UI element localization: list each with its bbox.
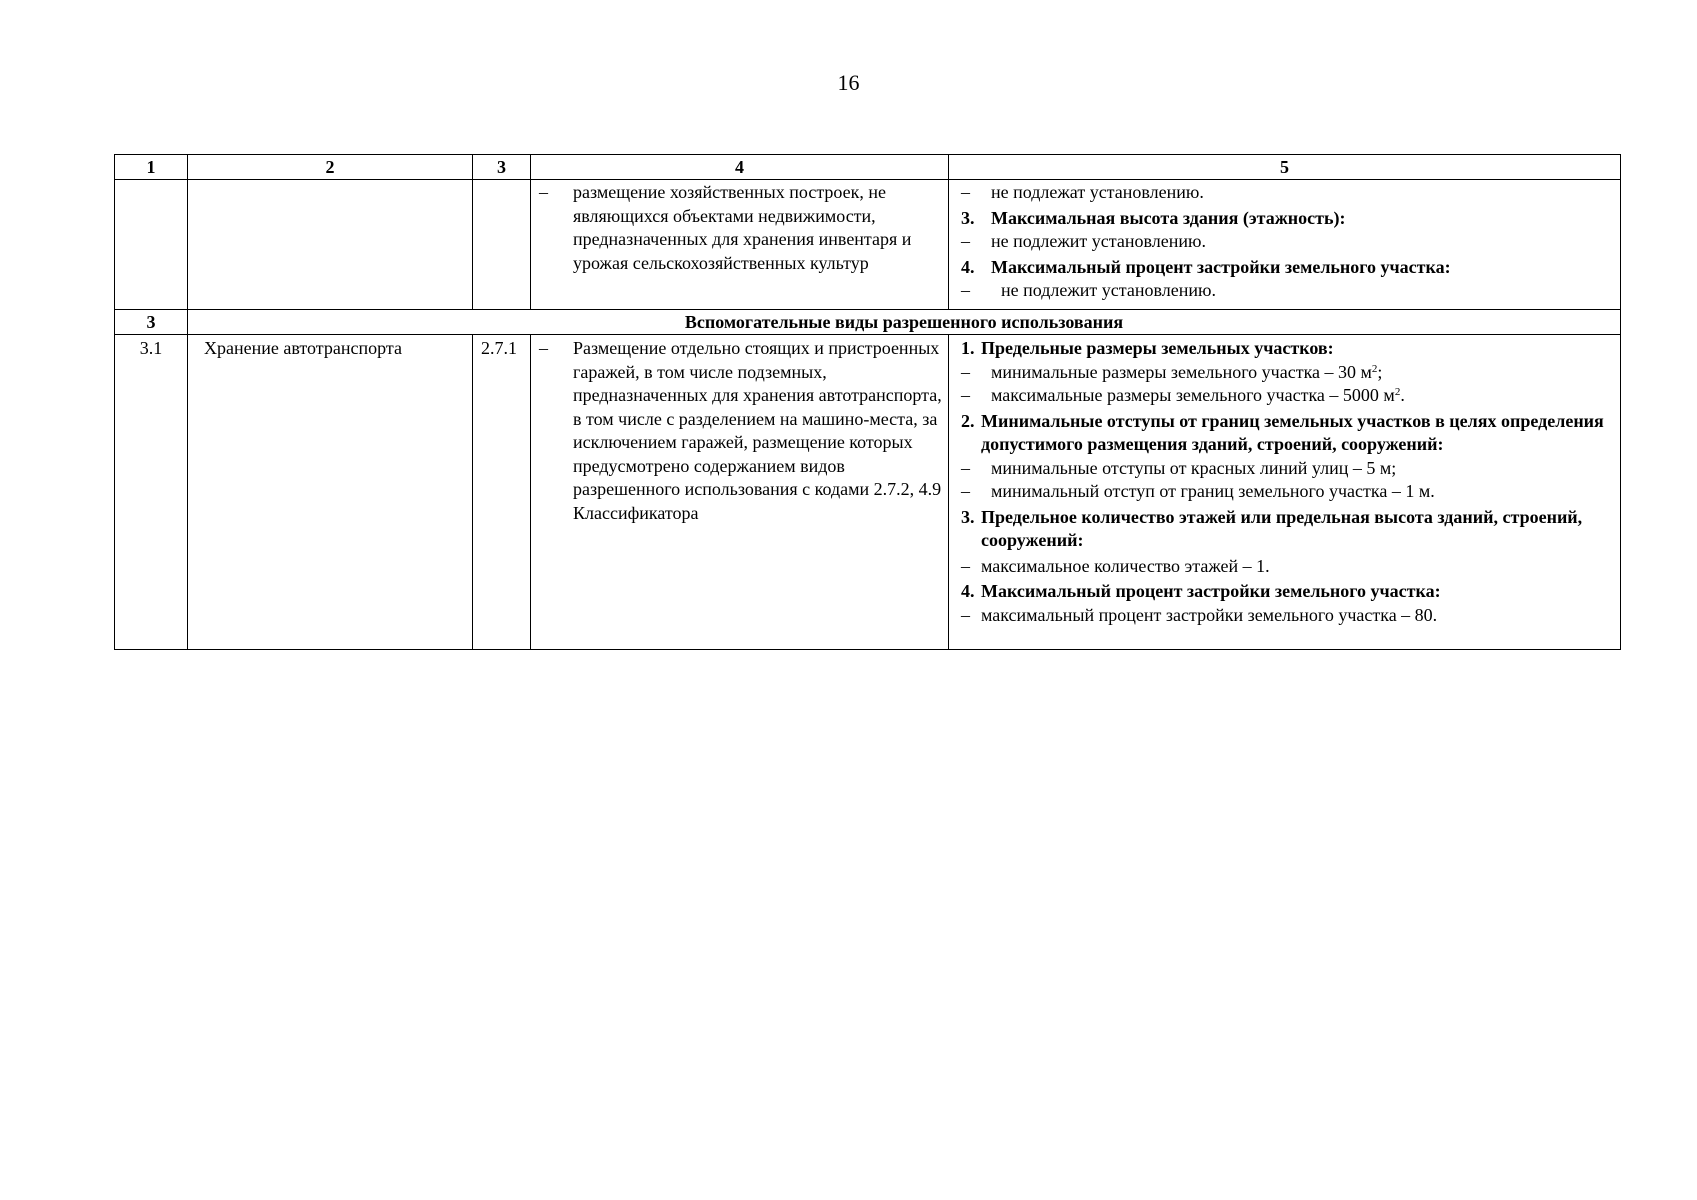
param-item-2 [961, 410, 1614, 457]
page-number: 16 [837, 70, 860, 95]
dash-marker: – [961, 182, 970, 202]
continued-description [537, 181, 942, 275]
header-row [115, 155, 1621, 180]
param-2-line-2 [961, 480, 1614, 504]
header-col-5: 5 [949, 155, 1621, 180]
superscript: 2 [1394, 386, 1401, 398]
section-row [115, 310, 1621, 335]
param-text-end: ; [1377, 361, 1383, 382]
item-number: 4. [961, 256, 975, 277]
dash-marker: – [961, 385, 970, 405]
continued-description-text: размещение хозяйственных построек, не являющихся объектами недвижимости, предназначенных для хранения инвентаря и урожая сельскохозяйственных культур [573, 182, 912, 273]
section-title: Вспомогательные виды разрешенного использования [188, 310, 1621, 335]
param-text: минимальные отступы от красных линий улиц – 5 м; [991, 457, 1397, 478]
dash-marker: – [961, 231, 970, 251]
param-1-min [961, 361, 1614, 385]
item-number: 4. [961, 581, 975, 601]
item-number: 1. [961, 338, 975, 358]
dash-marker: – [539, 182, 548, 202]
dash-marker: – [961, 361, 970, 382]
dash-marker: – [961, 555, 970, 576]
item-title: Предельное количество этажей или предельная высота зданий, строений, сооружений: [981, 506, 1583, 550]
item-number: 3. [961, 506, 975, 527]
param-4-line-1 [961, 604, 1614, 628]
param-text-end: . [1400, 385, 1405, 405]
row-code-text: 2.7.1 [481, 338, 517, 358]
continued-col-5 [949, 180, 1621, 310]
continued-param-line-1 [961, 181, 1614, 205]
continued-col-4 [531, 180, 949, 310]
param-text: не подлежит установлению. [991, 231, 1206, 251]
continued-param-line-4 [961, 279, 1614, 303]
continued-col-1 [115, 180, 188, 310]
description-item [537, 337, 942, 525]
row-name-text: Хранение автотранспорта [204, 338, 402, 358]
table-row-3-1 [115, 335, 1621, 650]
dash-marker: – [961, 604, 970, 625]
item-title: Максимальная высота здания (этажность): [991, 207, 1346, 228]
param-text: максимальное количество этажей – 1. [981, 555, 1270, 576]
param-item-4 [961, 580, 1614, 604]
header-col-2: 2 [188, 155, 473, 180]
param-text: максимальный процент застройки земельного участка – 80. [981, 604, 1438, 625]
section-number: 3 [115, 310, 188, 335]
row-description [531, 335, 949, 650]
continued-row [115, 180, 1621, 310]
description-text: Размещение отдельно стоящих и пристроенных гаражей, в том числе подземных, предназначенных для хранения автотранспорта, в том числе с разделением на машино-места, за исключением гаражей, размещение которых предусмотрено содержанием видов разрешенного использования с кодами 2.7.2, 4.9 Классификатора [573, 338, 942, 523]
superscript: 2 [1371, 362, 1378, 375]
item-title: Минимальные отступы от границ земельных участков в целях определения допустимого размещения зданий, строений, сооружений: [981, 410, 1604, 454]
param-text: минимальные размеры земельного участка – 30 м [991, 361, 1372, 382]
param-item-1 [961, 337, 1614, 361]
header-col-3: 3 [473, 155, 531, 180]
item-title: Максимальный процент застройки земельного участка: [981, 581, 1441, 601]
row-number [115, 335, 188, 650]
param-1-max [961, 384, 1614, 408]
item-title: Предельные размеры земельных участков: [981, 338, 1334, 358]
param-text: максимальные размеры земельного участка – 5000 м [991, 385, 1395, 405]
row-code [473, 335, 531, 650]
param-text: минимальный отступ от границ земельного участка – 1 м. [991, 481, 1435, 501]
param-item-3 [961, 506, 1614, 553]
dash-marker: – [961, 481, 970, 501]
param-3-line-1 [961, 555, 1614, 579]
continued-param-item-3 [961, 207, 1614, 231]
param-2-line-1 [961, 457, 1614, 481]
continued-col-3 [473, 180, 531, 310]
zoning-table [114, 154, 1621, 650]
item-number: 3. [961, 207, 975, 228]
row-number-text: 3.1 [139, 338, 163, 358]
header-col-1: 1 [115, 155, 188, 180]
dash-marker: – [961, 457, 970, 478]
param-text: не подлежат установлению. [991, 182, 1204, 202]
param-text: не подлежит установлению. [1001, 280, 1216, 300]
item-number: 2. [961, 410, 975, 431]
continued-param-item-4 [961, 256, 1614, 280]
header-col-4: 4 [531, 155, 949, 180]
continued-col-2 [188, 180, 473, 310]
dash-marker: – [961, 280, 970, 300]
row-params [949, 335, 1621, 650]
item-title: Максимальный процент застройки земельного участка: [991, 256, 1451, 277]
dash-marker: – [539, 338, 548, 358]
continued-param-line-3 [961, 230, 1614, 254]
row-name [188, 335, 473, 650]
